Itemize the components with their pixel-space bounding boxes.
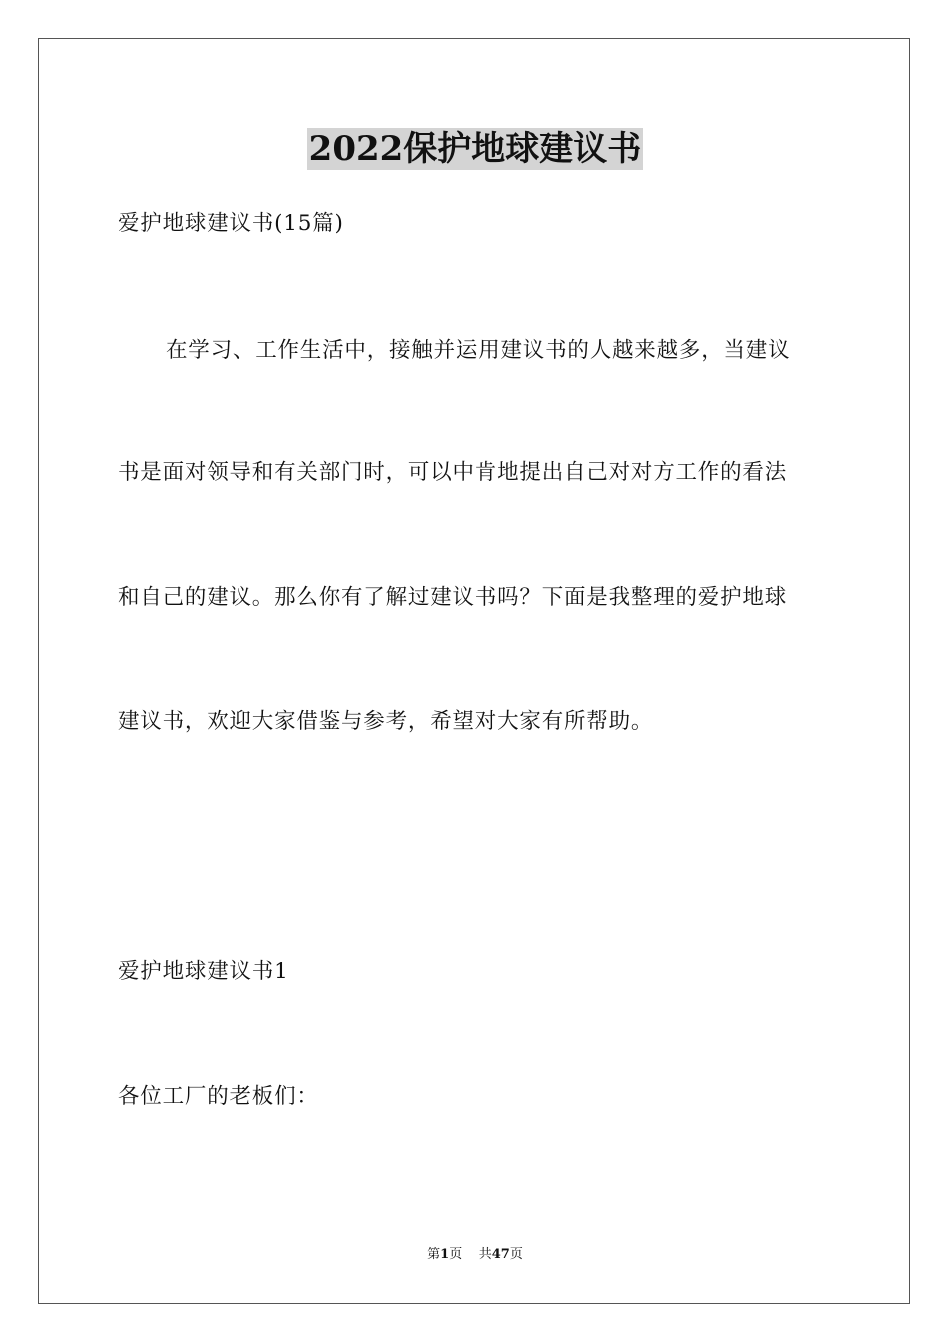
intro-line-2: 书是面对领导和有关部门时，可以中肯地提出自己对对方工作的看法 xyxy=(118,460,788,485)
footer-total-unit: 页 xyxy=(509,1247,523,1262)
salutation: 各位工厂的老板们： xyxy=(118,1084,319,1109)
footer-prefix: 第 xyxy=(427,1247,441,1262)
footer-total-pages: 47 xyxy=(491,1247,510,1262)
section-heading: 爱护地球建议书1 xyxy=(118,959,289,984)
intro-line-4: 建议书，欢迎大家借鉴与参考，希望对大家有所帮助。 xyxy=(118,709,654,734)
title-container xyxy=(0,128,950,170)
footer-page-unit: 页 xyxy=(449,1247,463,1262)
intro-line-3: 和自己的建议。那么你有了解过建议书吗？下面是我整理的爱护地球 xyxy=(118,585,788,610)
intro-line-1: 在学习、工作生活中，接触并运用建议书的人越来越多，当建议 xyxy=(166,338,791,363)
document-subtitle: 爱护地球建议书(15篇) xyxy=(118,211,344,236)
footer-page-number: 1 xyxy=(440,1247,450,1262)
page-footer xyxy=(0,1246,950,1264)
document-title: 2022保护地球建议书 xyxy=(308,129,642,169)
footer-total-prefix: 共 xyxy=(478,1247,492,1262)
